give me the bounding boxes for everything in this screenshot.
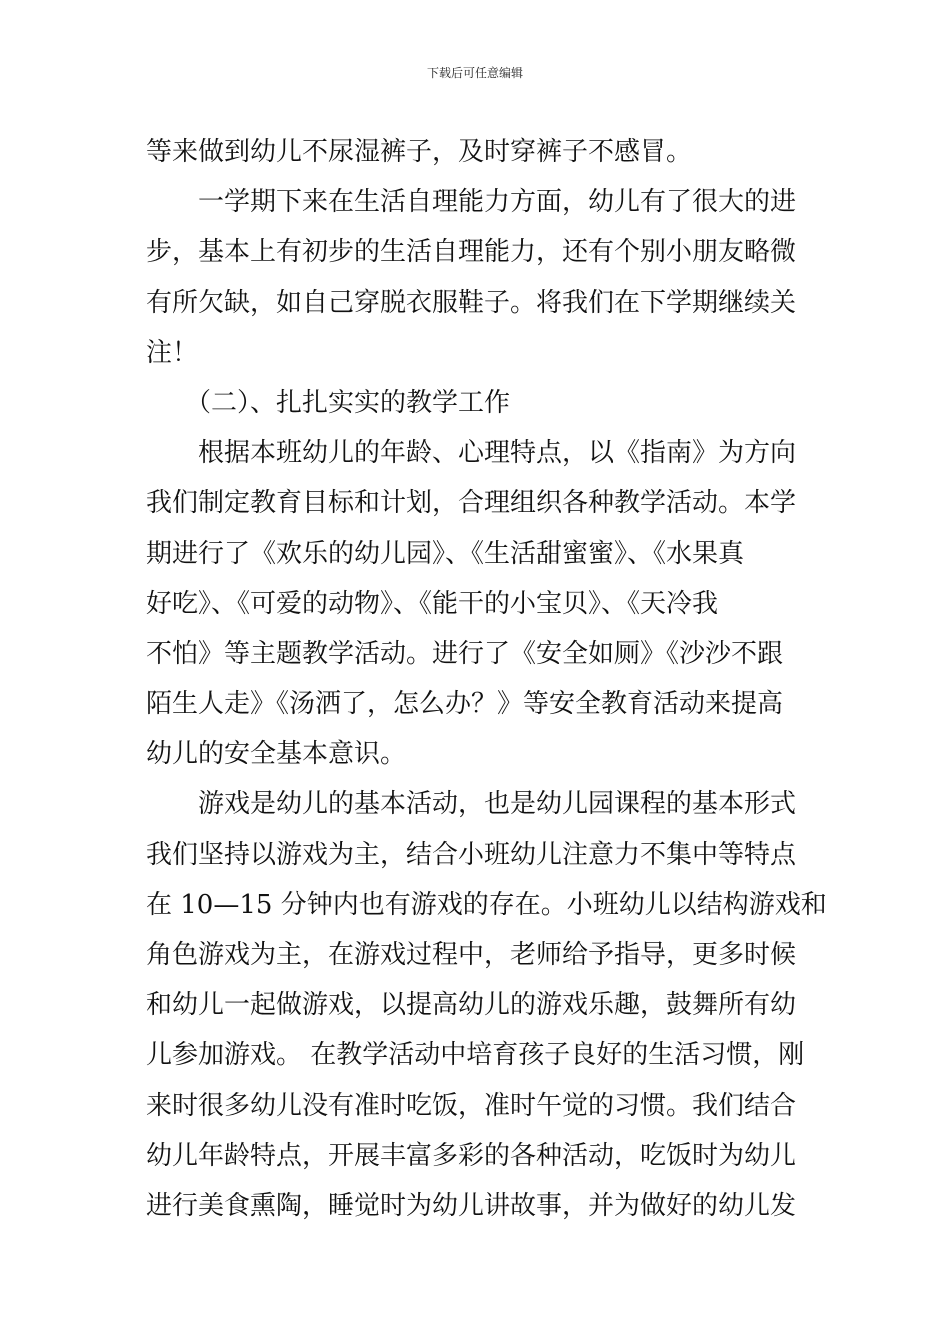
- text-line: 进行美食熏陶，睡觉时为幼儿讲故事，并为做好的幼儿发: [146, 1190, 797, 1221]
- text-line: 陌生人走》《汤洒了，怎么办？》等安全教育活动来提高: [146, 689, 784, 720]
- text-line: 注！: [146, 337, 199, 368]
- text-line: 期进行了《欢乐的幼儿园》、《生活甜蜜蜜》、《水果真: [146, 538, 745, 569]
- page-header: 下载后可任意编辑: [426, 66, 523, 80]
- text-line: 步，基本上有初步的生活自理能力，还有个别小朋友略微: [146, 237, 797, 268]
- text-line: 游戏是幼儿的基本活动，也是幼儿园课程的基本形式: [198, 789, 797, 820]
- text-line: 幼儿的安全基本意识。: [146, 739, 407, 770]
- text-line: （二）、扎扎实实的教学工作: [185, 387, 511, 418]
- text-line: 和幼儿一起做游戏，以提高幼儿的游戏乐趣，鼓舞所有幼: [146, 990, 797, 1021]
- text-line: 我们坚持以游戏为主，结合小班幼儿注意力不集中等特点: [146, 839, 797, 870]
- text-line: 幼儿年龄特点，开展丰富多彩的各种活动，吃饭时为幼儿: [146, 1140, 797, 1171]
- text-line: 我们制定教育目标和计划，合理组织各种教学活动。本学: [146, 488, 797, 519]
- text-line: 儿参加游戏。 在教学活动中培育孩子良好的生活习惯，刚: [146, 1040, 805, 1071]
- text-line: 好吃》、《可爱的动物》、《能干的小宝贝》、《天冷我: [146, 588, 719, 619]
- text-line: 等来做到幼儿不尿湿裤子，及时穿裤子不感冒。: [146, 137, 693, 167]
- text-line: 在 10—15 分钟内也有游戏的存在。小班幼儿以结构游戏和: [146, 889, 827, 920]
- document-body: [146, 127, 826, 1231]
- text-line: 一学期下来在生活自理能力方面，幼儿有了很大的进: [198, 187, 797, 218]
- text-line: 根据本班幼儿的年龄、心理特点，以《指南》为方向: [198, 438, 797, 469]
- text-line: 角色游戏为主，在游戏过程中，老师给予指导，更多时候: [146, 940, 797, 970]
- text-line: 有所欠缺，如自己穿脱衣服鞋子。将我们在下学期继续关: [146, 287, 797, 318]
- text-line: 来时很多幼儿没有准时吃饭，准时午觉的习惯。我们结合: [146, 1090, 797, 1121]
- text-line: 不怕》等主题教学活动。进行了《安全如厕》《沙沙不跟: [146, 638, 784, 669]
